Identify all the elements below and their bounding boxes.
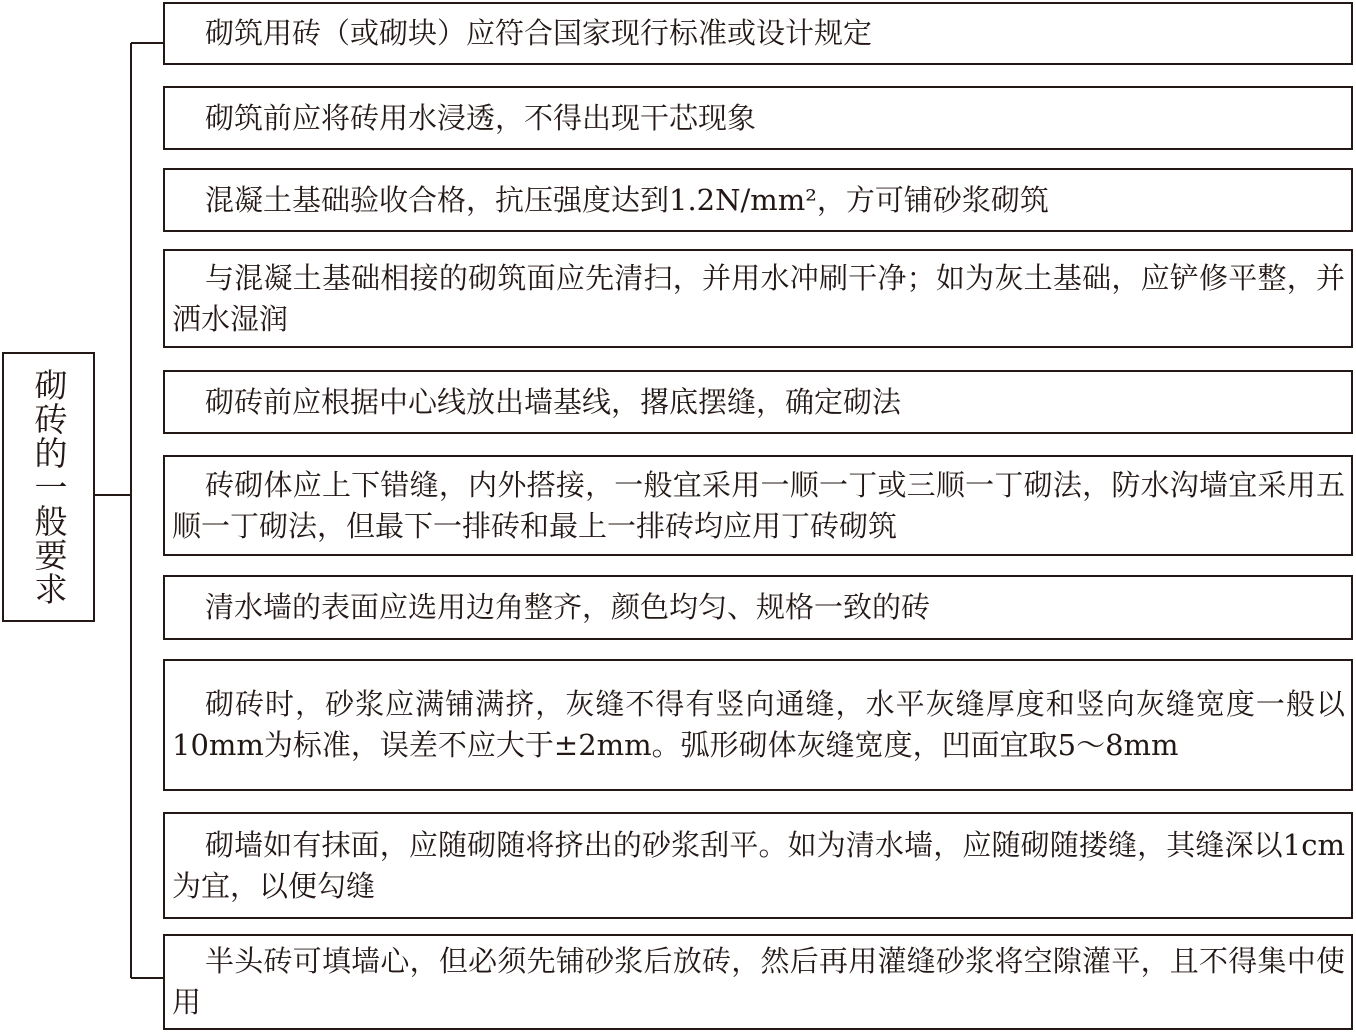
requirement-item (163, 2, 1353, 65)
requirement-text: 半头砖可填墙心，但必须先铺砂浆后放砖，然后再用灌缝砂浆将空隙灌平，且不得集中使用 (172, 944, 1345, 1019)
requirement-item (163, 455, 1353, 556)
requirement-text: 与混凝土基础相接的砌筑面应先清扫，并用水冲刷干净；如为灰土基础，应铲修平整，并洒水湿润 (172, 260, 1345, 336)
requirement-text: 砌墙如有抹面，应随砌随将挤出的砂浆刮平。如为清水墙，应随砌随搂缝，其缝深以1cm为宜，以便勾缝 (172, 827, 1345, 903)
requirement-text: 砌筑用砖（或砌块）应符合国家现行标准或设计规定 (205, 16, 873, 50)
root-node (2, 352, 95, 622)
requirement-item (163, 249, 1353, 348)
root-label: 砌砖的一般要求 (29, 368, 69, 606)
requirement-item (163, 86, 1353, 150)
requirement-item (163, 934, 1353, 1030)
requirement-item (163, 659, 1353, 791)
requirement-text: 砌砖前应根据中心线放出墙基线，撂底摆缝，确定砌法 (205, 384, 902, 419)
requirement-item (163, 575, 1353, 640)
requirement-item (163, 370, 1353, 434)
requirement-item (163, 168, 1353, 232)
requirement-text: 清水墙的表面应选用边角整齐，颜色均匀、规格一致的砖 (205, 590, 931, 624)
requirement-text: 砌筑前应将砖用水浸透，不得出现干芯现象 (205, 100, 757, 135)
requirement-item (163, 812, 1353, 919)
requirement-text: 砖砌体应上下错缝，内外搭接，一般宜采用一顺一丁或三顺一丁砌法，防水沟墙宜采用五顺一丁砌法，但最下一排砖和最上一排砖均应用丁砖砌筑 (172, 467, 1345, 543)
requirement-text: 砌砖时，砂浆应满铺满挤，灰缝不得有竖向通缝，水平灰缝厚度和竖向灰缝宽度一般以10mm为标准，误差不应大于±2mm。弧形砌体灰缝宽度，凹面宜取5～8mm (172, 687, 1345, 762)
requirement-text: 混凝土基础验收合格，抗压强度达到1.2N/mm²，方可铺砂浆砌筑 (205, 182, 1049, 217)
